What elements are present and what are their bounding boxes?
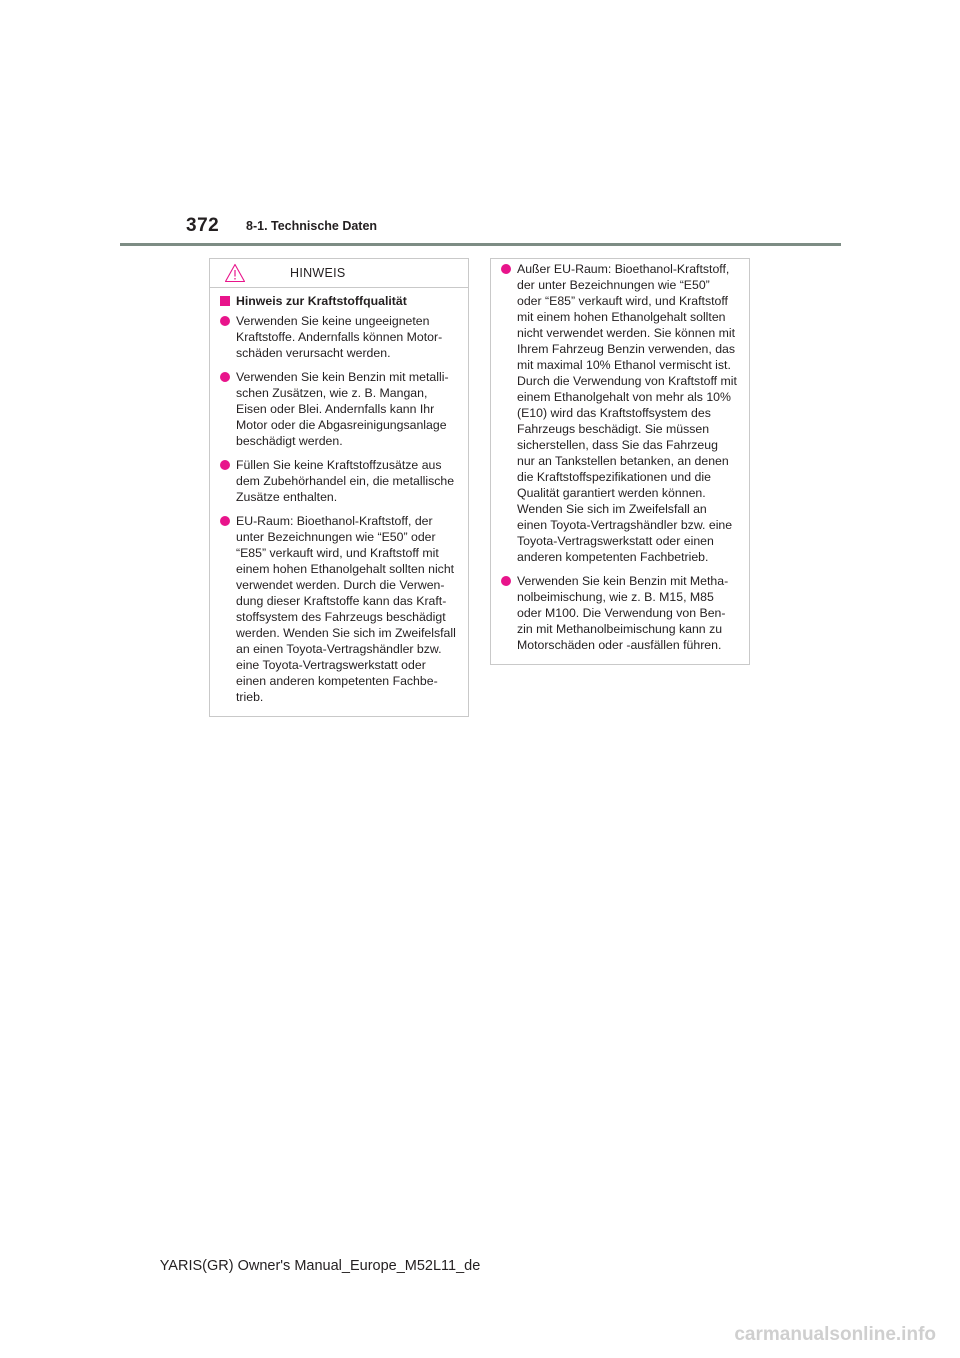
notice-box-body xyxy=(491,259,749,653)
header-divider xyxy=(120,243,841,246)
item-line: nur an Tankstellen betanken, an denen xyxy=(517,454,729,468)
section-title: 8-1. Technische Daten xyxy=(246,219,378,233)
item-line: Fahrzeugs beschädigt. Sie müssen xyxy=(517,422,710,436)
item-line: Außer EU-Raum: Bioethanol-Kraftstoff, xyxy=(517,262,730,276)
item-line: Wenden Sie sich im Zweifelsfall an xyxy=(517,502,707,516)
item-line: einem hohen Ethanolgehalt sollten nicht xyxy=(236,562,455,576)
notice-box-left xyxy=(209,258,469,717)
item-line: mit maximal 10% Ethanol vermischt ist. xyxy=(517,358,731,372)
item-line: zin mit Methanolbeimischung kann zu xyxy=(517,622,723,636)
circle-bullet-icon xyxy=(220,516,230,526)
item-line: Qualität garantiert werden können. xyxy=(517,486,706,500)
list-item xyxy=(218,457,460,505)
list-item xyxy=(499,573,741,653)
item-line: die Kraftstoffspezifikationen und die xyxy=(517,470,711,484)
circle-bullet-icon xyxy=(220,460,230,470)
list-item xyxy=(218,313,460,361)
item-line: sicherstellen, dass Sie das Fahrzeug xyxy=(517,438,718,452)
item-line: Toyota-Vertragswerkstatt oder einen xyxy=(517,534,714,548)
item-line: Verwenden Sie keine ungeeigneten xyxy=(236,314,430,328)
notice-subheading xyxy=(218,293,460,309)
notice-box-right xyxy=(490,258,750,665)
item-line: anderen kompetenten Fachbetrieb. xyxy=(517,550,709,564)
item-line: verwendet werden. Durch die Verwen- xyxy=(236,578,445,592)
item-line: (E10) wird das Kraftstoffsystem des xyxy=(517,406,711,420)
item-line: Verwenden Sie kein Benzin mit metalli- xyxy=(236,370,449,384)
item-line: EU-Raum: Bioethanol-Kraftstoff, der xyxy=(236,514,433,528)
item-line: der unter Bezeichnungen wie “E50” xyxy=(517,278,710,292)
notice-title: HINWEIS xyxy=(290,266,346,280)
item-line: beschädigt werden. xyxy=(236,434,343,448)
watermark: carmanualsonline.info xyxy=(734,1324,936,1345)
item-line: nicht verwendet werden. Sie können mit xyxy=(517,326,736,340)
notice-box-header xyxy=(210,259,468,288)
item-line: “E85” verkauft wird, und Kraftstoff mit xyxy=(236,546,439,560)
item-line: oder M100. Die Verwendung von Ben- xyxy=(517,606,726,620)
item-line: Zusätze enthalten. xyxy=(236,490,338,504)
warning-triangle-icon xyxy=(224,263,246,283)
item-line: Füllen Sie keine Kraftstoffzusätze aus xyxy=(236,458,442,472)
circle-bullet-icon xyxy=(220,316,230,326)
item-line: schäden verursacht werden. xyxy=(236,346,391,360)
square-icon xyxy=(220,296,230,306)
item-line: mit einem hohen Ethanolgehalt sollten xyxy=(517,310,726,324)
item-line: Kraftstoffe. Andernfalls können Motor- xyxy=(236,330,443,344)
item-line: dung dieser Kraftstoffe kann das Kraft- xyxy=(236,594,447,608)
item-line: Durch die Verwendung von Kraftstoff mit xyxy=(517,374,737,388)
item-line: einen Toyota-Vertragshändler bzw. eine xyxy=(517,518,733,532)
circle-bullet-icon xyxy=(501,576,511,586)
item-line: nolbeimischung, wie z. B. M15, M85 xyxy=(517,590,714,604)
item-line: werden. Wenden Sie sich im Zweifelsfall xyxy=(236,626,456,640)
item-line: Verwenden Sie kein Benzin mit Metha- xyxy=(517,574,729,588)
item-line: einem Ethanolgehalt von mehr als 10% xyxy=(517,390,731,404)
notice-box-body xyxy=(210,288,468,705)
list-item xyxy=(218,513,460,705)
item-line: oder “E85” verkauft wird, und Kraftstoff xyxy=(517,294,728,308)
list-item xyxy=(499,261,741,565)
item-line: dem Zubehörhandel ein, die metallische xyxy=(236,474,455,488)
page-number: 372 xyxy=(186,215,220,236)
subheading-text: Hinweis zur Kraftstoffqualität xyxy=(236,294,407,308)
footer-manual-id: YARIS(GR) Owner's Manual_Europe_M52L11_de xyxy=(159,1258,481,1274)
circle-bullet-icon xyxy=(501,264,511,274)
item-line: Ihrem Fahrzeug Benzin verwenden, das xyxy=(517,342,736,356)
item-line: Motorschäden oder -ausfällen führen. xyxy=(517,638,722,652)
item-line: unter Bezeichnungen wie “E50” oder xyxy=(236,530,436,544)
item-line: Motor oder die Abgasreinigungsanlage xyxy=(236,418,447,432)
list-item xyxy=(218,369,460,449)
item-line: schen Zusätzen, wie z. B. Mangan, xyxy=(236,386,428,400)
item-line: einen anderen kompetenten Fachbe- xyxy=(236,674,438,688)
item-line: stoffsystem des Fahrzeugs beschädigt xyxy=(236,610,446,624)
item-line: eine Toyota-Vertragswerkstatt oder xyxy=(236,658,426,672)
item-line: trieb. xyxy=(236,690,264,704)
item-line: an einen Toyota-Vertragshändler bzw. xyxy=(236,642,442,656)
item-line: Eisen oder Blei. Andernfalls kann Ihr xyxy=(236,402,435,416)
circle-bullet-icon xyxy=(220,372,230,382)
